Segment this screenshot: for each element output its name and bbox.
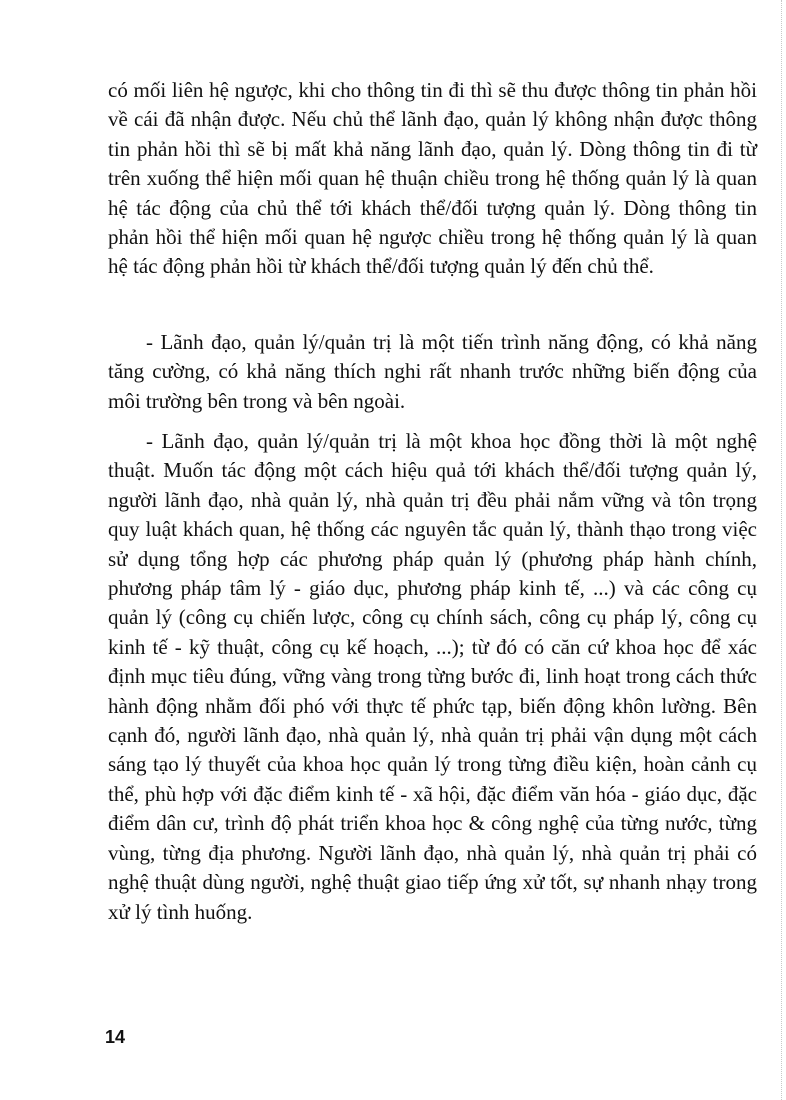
paragraph-science-and-art: - Lãnh đạo, quản lý/quản trị là một khoa học đồng thời là một nghệ thuật. Muốn tác động một cách hiệu quả tới khách thể/đối tượng quản lý, người lãnh đạo, nhà quản lý, nhà quản trị đều phải nắm vững và tôn trọng quy luật khách quan, hệ thống các nguyên tắc quản lý, thành thạo trong việc sử dụng tổng hợp các phương pháp quản lý (phương pháp hành chính, phương pháp tâm lý - giáo dục, phương pháp kinh tế, ...) và các công cụ quản lý (công cụ chiến lược, công cụ chính sách, công cụ pháp lý, công cụ kinh tế - kỹ thuật, công cụ kế hoạch, ...); từ đó có căn cứ khoa học để xác định mục tiêu đúng, vững vàng trong từng bước đi, linh hoạt trong cách thức hành động nhằm đối phó với thực tế phức tạp, biến động khôn lường. Bên cạnh đó, người lãnh đạo, nhà quản lý, nhà quản trị phải vận dụng một cách sáng tạo lý thuyết của khoa học quản lý trong từng điều kiện, hoàn cảnh cụ thể, phù hợp với đặc điểm kinh tế - xã hội, đặc điểm văn hóa - giáo dục, đặc điểm dân cư, trình độ phát triển khoa học & công nghệ của từng nước, từng vùng, từng địa phương. Người lãnh đạo, nhà quản lý, nhà quản trị phải có nghệ thuật dùng người, nghệ thuật giao tiếp ứng xử tốt, sự nhanh nhạy trong xử lý tình huống. [108,429,757,924]
paragraph-dynamic-process: - Lãnh đạo, quản lý/quản trị là một tiến trình năng động, có khả năng tăng cường, có khả năng thích nghi rất nhanh trước những biến động của môi trường bên trong và bên ngoài. [108,330,757,413]
paragraph-continuation: có mối liên hệ ngược, khi cho thông tin đi thì sẽ thu được thông tin phản hồi về cái đã nhận được. Nếu chủ thể lãnh đạo, quản lý không nhận được thông tin phản hồi thì sẽ bị mất khả năng lãnh đạo, quản lý. Dòng thông tin đi từ trên xuống thể hiện mối quan hệ thuận chiều trong hệ thống quản lý là quan hệ tác động của chủ thể tới khách thể/đối tượng quản lý. Dòng thông tin phản hồi thể hiện mối quan hệ ngược chiều trong hệ thống quản lý là quan hệ tác động phản hồi từ khách thể/đối tượng quản lý đến chủ thể. [108,78,757,279]
scan-edge-divider [780,0,782,1100]
page-number: 14 [105,1027,126,1047]
